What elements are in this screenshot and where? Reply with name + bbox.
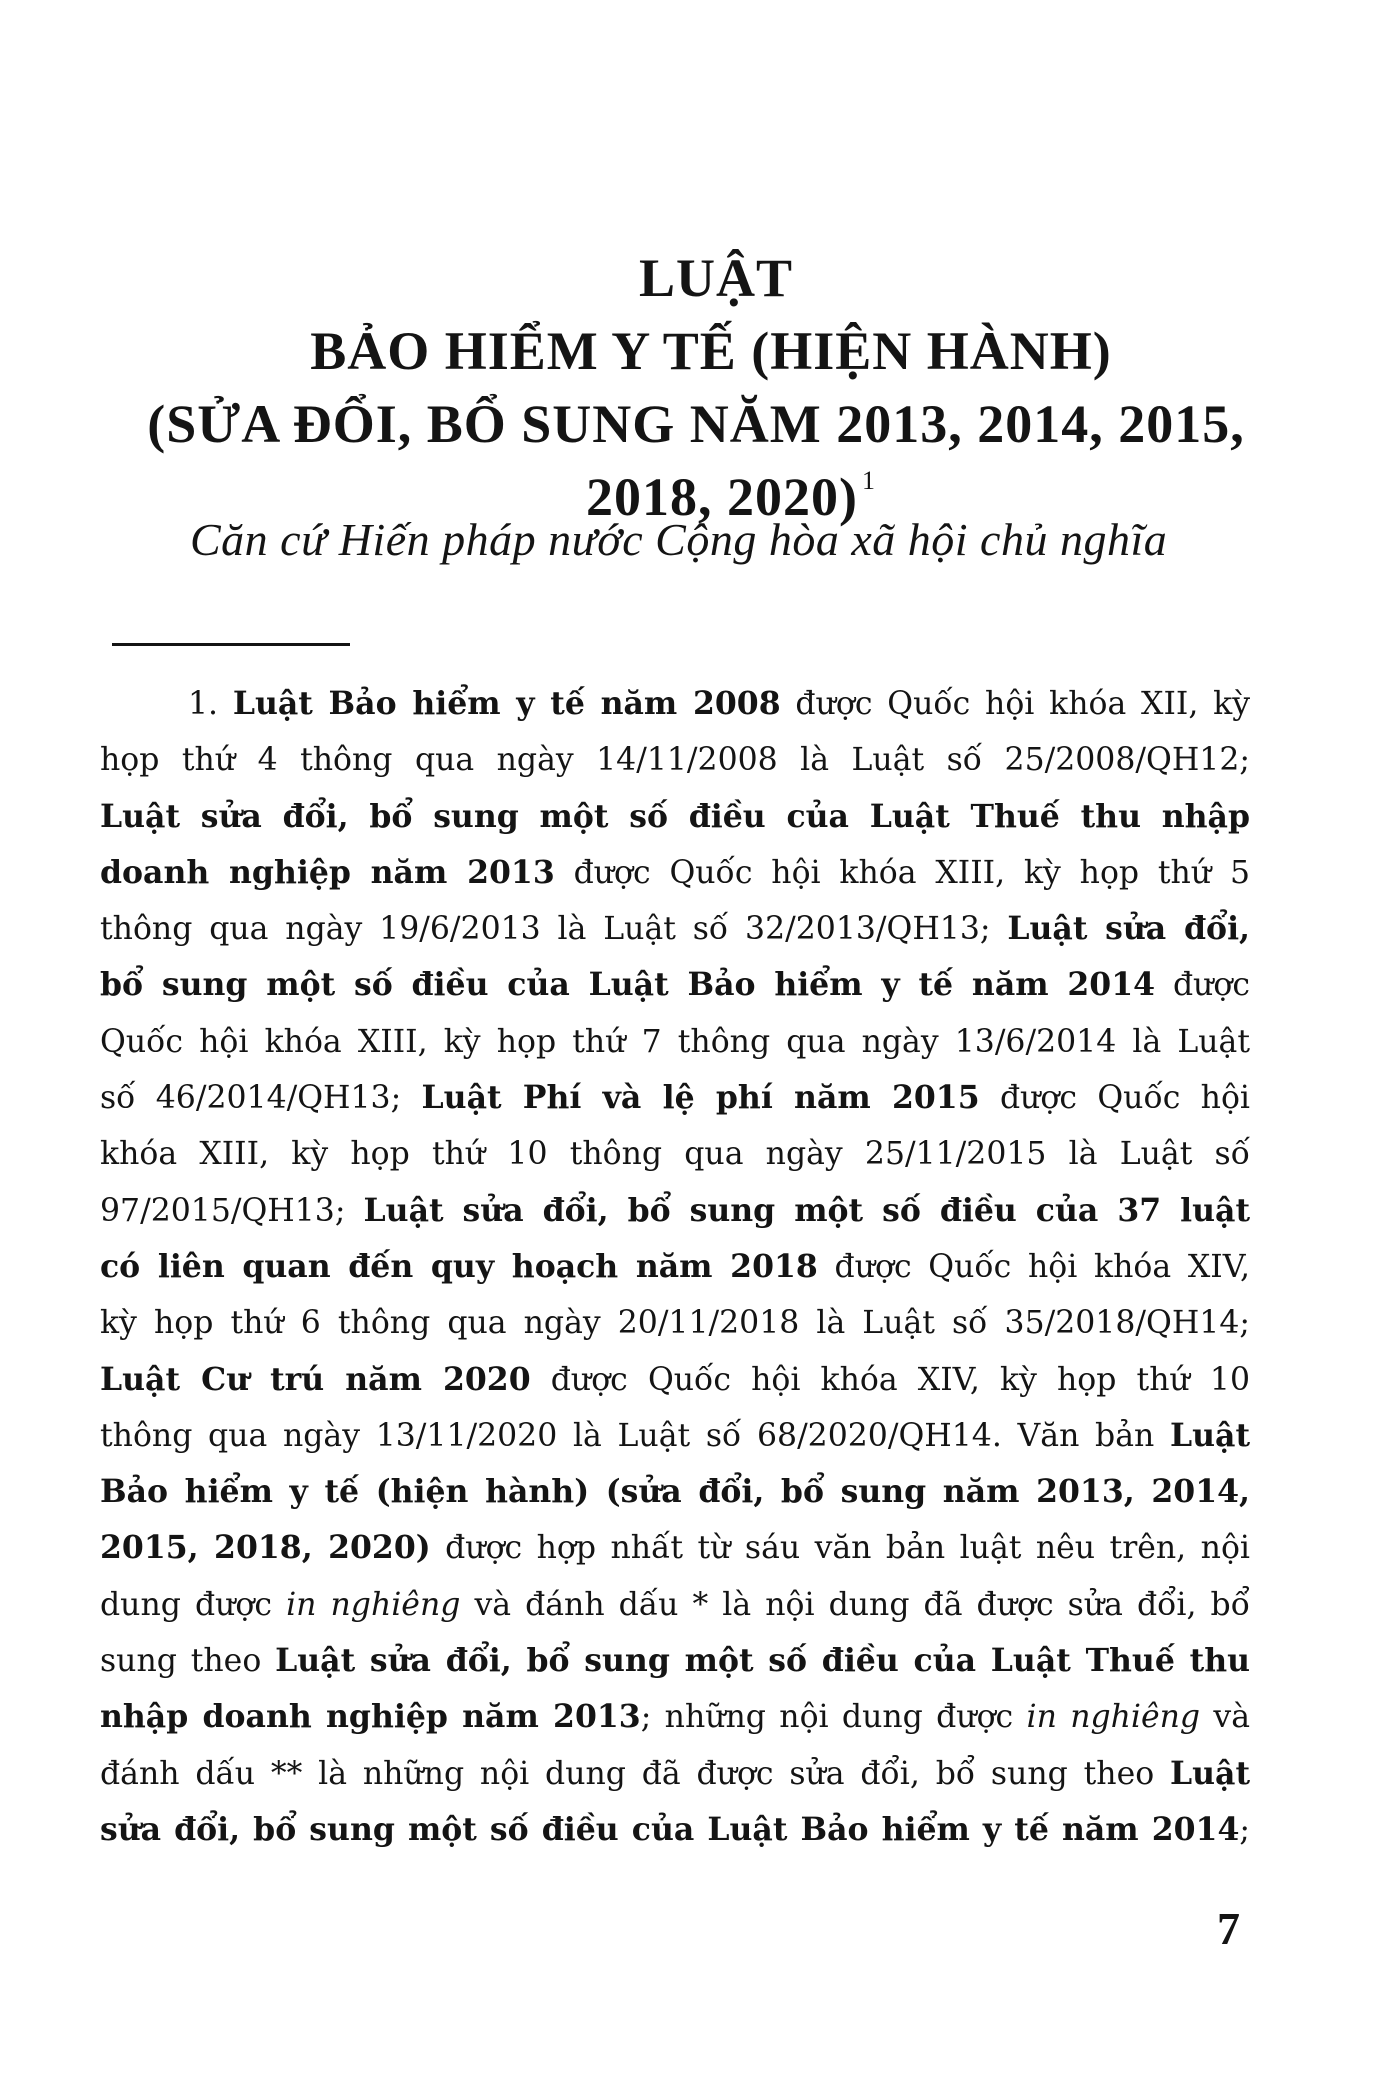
footnote-run: khóa XIII, kỳ họp thứ 10 thông qua ngày 25/11/2015 là Luật số (100, 1136, 1250, 1173)
footnote-line (100, 845, 1250, 901)
footnote-line (100, 1746, 1250, 1802)
footnote-run: thông qua ngày 19/6/2013 là Luật số 32/2013/QH13; (100, 911, 1008, 948)
footnote-run: Quốc hội khóa XIII, kỳ họp thứ 7 thông qua ngày 13/6/2014 là Luật (100, 1023, 1250, 1060)
title-line-4-text: 2018, 2020) (586, 467, 858, 527)
preamble-text: Căn cứ Hiến pháp nước Cộng hòa xã hội chủ nghĩa (190, 514, 1168, 565)
footnote-run: ; (1239, 1811, 1250, 1848)
title-line-2: BẢO HIỂM Y TẾ (HIỆN HÀNH) (310, 321, 1112, 381)
footnote-reference: 1 (861, 466, 876, 495)
footnote-run: đánh dấu ** là những nội dung đã được sửa đổi, bổ sung theo (100, 1755, 1170, 1792)
footnote-bold-run: Luật (1169, 1754, 1250, 1792)
footnote-bold-run: sửa đổi, bổ sung một số điều của Luật Bảo hiểm y tế năm 2014 (100, 1810, 1240, 1848)
footnote-line (100, 1577, 1250, 1633)
footnote-run: dung được (100, 1586, 287, 1623)
footnote-line (100, 1126, 1250, 1182)
footnote-run: được Quốc hội khóa XIV, (817, 1248, 1250, 1285)
footnote-line (100, 901, 1250, 957)
footnote-line (100, 1408, 1250, 1464)
footnote-line (100, 732, 1250, 788)
footnote-line (100, 1689, 1250, 1745)
footnote-bold-run: Luật sửa đổi, bổ sung một số điều của Luật Thuế thu (275, 1642, 1250, 1680)
footnote-run: thông qua ngày 13/11/2020 là Luật số 68/2020/QH14. Văn bản (100, 1417, 1170, 1454)
footnote-separator (112, 643, 350, 646)
footnote-line (100, 1520, 1250, 1576)
footnote-bold-run: Luật (1169, 1416, 1250, 1454)
footnote-line (100, 1464, 1250, 1520)
law-title (120, 242, 1272, 534)
footnote-line (100, 1070, 1250, 1126)
footnote-bold-run: 2015, 2018, 2020) (100, 1529, 431, 1567)
footnote-line (100, 1352, 1250, 1408)
footnote-line (100, 1014, 1250, 1070)
footnote-line (100, 1633, 1250, 1689)
footnote-run: sung theo (100, 1643, 276, 1680)
footnote-run: họp thứ 4 thông qua ngày 14/11/2008 là Luật số 25/2008/QH12; (100, 742, 1250, 779)
footnote-run: được hợp nhất từ sáu văn bản luật nêu trên, nội (430, 1530, 1250, 1567)
footnote-bold-run: Luật Cư trú năm 2020 (100, 1360, 531, 1398)
footnote-bold-run: Luật sửa đổi, (1007, 910, 1250, 948)
footnote-bold-run: Luật sửa đổi, bổ sung một số điều của 37 luật (363, 1191, 1250, 1229)
footnote-block (100, 676, 1250, 1858)
footnote-run: và (1200, 1699, 1250, 1736)
footnote-bold-run: nhập doanh nghiệp năm 2013 (100, 1698, 641, 1736)
page-number: 7 (1217, 1903, 1240, 1954)
footnote-bold-run: Luật Bảo hiểm y tế năm 2008 (232, 685, 781, 722)
footnote-run: và đánh dấu * là nội dung đã được sửa đổi, bổ (460, 1586, 1250, 1623)
footnote-italic-run: in nghiêng (1026, 1699, 1201, 1736)
footnote-bold-run: Bảo hiểm y tế (hiện hành) (sửa đổi, bổ sung năm 2013, 2014, (100, 1473, 1250, 1511)
footnote-run: được Quốc hội (979, 1080, 1250, 1117)
footnote-bold-run: doanh nghiệp năm 2013 (100, 853, 555, 891)
footnote-line (100, 1295, 1250, 1351)
footnote-run: kỳ họp thứ 6 thông qua ngày 20/11/2018 là Luật số 35/2018/QH14; (100, 1305, 1250, 1342)
footnote-line (100, 1183, 1250, 1239)
footnote-bold-run: Luật Phí và lệ phí năm 2015 (421, 1079, 980, 1117)
title-line-3: (SỬA ĐỔI, BỔ SUNG NĂM 2013, 2014, 2015, (147, 394, 1245, 454)
footnote-run: số 46/2014/QH13; (100, 1080, 422, 1117)
footnote-run: được (1155, 967, 1251, 1004)
footnote-run: 1. (188, 686, 233, 722)
footnote-line (100, 1239, 1250, 1295)
footnote-bold-run: bổ sung một số điều của Luật Bảo hiểm y tế năm 2014 (100, 966, 1156, 1004)
footnote-line (100, 676, 1250, 732)
footnote-italic-run: in nghiêng (286, 1586, 461, 1623)
footnote-run: được Quốc hội khóa XIV, kỳ họp thứ 10 (530, 1361, 1250, 1398)
footnote-line (100, 1802, 1250, 1858)
title-line-1: LUẬT (638, 248, 794, 308)
footnote-bold-run: Luật sửa đổi, bổ sung một số điều của Luật Thuế thu nhập (100, 797, 1250, 835)
footnote-run: 97/2015/QH13; (100, 1192, 364, 1229)
footnote-run: được Quốc hội khóa XII, kỳ (780, 686, 1250, 722)
footnote-run: ; những nội dung được (640, 1699, 1027, 1736)
footnote-bold-run: có liên quan đến quy hoạch năm 2018 (100, 1247, 818, 1285)
footnote-run: được Quốc hội khóa XIII, kỳ họp thứ 5 (554, 854, 1250, 891)
footnote-line (100, 789, 1250, 845)
footnote-line (100, 957, 1250, 1013)
